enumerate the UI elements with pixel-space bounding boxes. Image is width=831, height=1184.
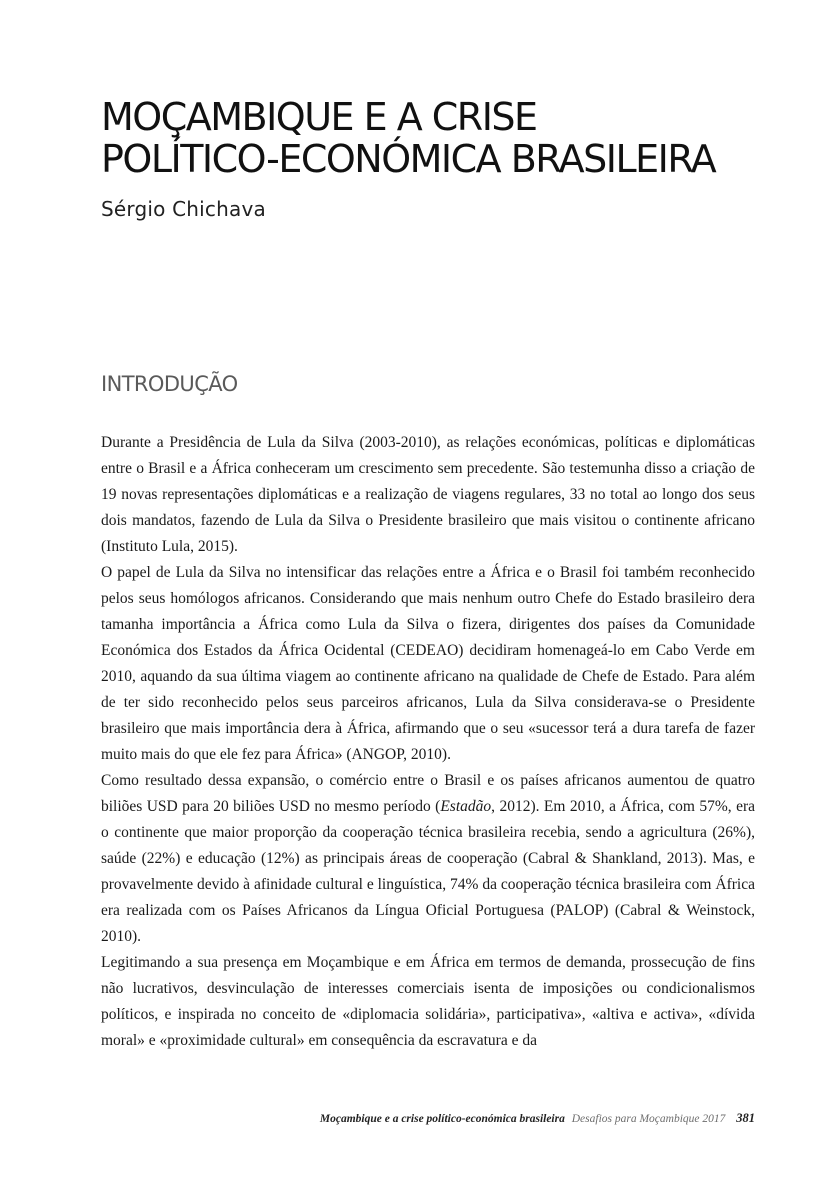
footer-running-title: Moçambique e a crise político-económica brasileira bbox=[319, 1113, 565, 1125]
source-emphasis: Estadão bbox=[440, 798, 492, 815]
paragraph-3 bbox=[101, 768, 755, 950]
paragraph-3-text-after: , 2012). Em 2010, a África, com 57%, era o continente que maior proporção da cooperação técnica brasileira recebia, sendo a agricultura (26%), saúde (22%) e educação (12%) as principais áreas de cooperação (Cabral & Shankland, 2013). Mas, e provavelmente devido à afinidade cultural e linguística, 74% da cooperação técnica brasileira com África era realizada com os Países Africanos da Língua Oficial Portuguesa (PALOP) (Cabral & Weinstock, 2010). bbox=[101, 798, 755, 945]
article-title bbox=[101, 96, 761, 180]
paragraph-4: Legitimando a sua presença em Moçambique e em África em termos de demanda, prossecução de fins não lucrativos, desvinculação de interesses comerciais isenta de imposições ou condicionalismos políticos, e inspirada no conceito de «diplomacia solidária», participativa», «altiva e activa», «dívida moral» e «proximidade cultural» em consequência da escravatura e da bbox=[101, 954, 755, 1049]
paragraph-3-text-before: Como resultado dessa expansão, o comércio entre o Brasil e os países africanos aumentou de quatro biliões USD para 20 biliões USD no mesmo período ( bbox=[101, 772, 755, 815]
title-line-1: MOÇAMBIQUE E A CRISE bbox=[101, 95, 537, 139]
paragraph-1: Durante a Presidência de Lula da Silva (2003-2010), as relações económicas, políticas e diplomáticas entre o Brasil e a África conheceram um crescimento sem precedente. São testemunha disso a criação de 19 novas representações diplomáticas e a realização de viagens regulares, 33 no total ao longo dos seus dois mandatos, fazendo de Lula da Silva o Presidente brasileiro que mais visitou o continente africano (Instituto Lula, 2015). bbox=[101, 434, 755, 555]
body-text bbox=[101, 430, 755, 1054]
page-number: 381 bbox=[736, 1111, 755, 1125]
author-name: Sérgio Chichava bbox=[101, 197, 266, 221]
title-line-2: POLÍTICO-ECONÓMICA BRASILEIRA bbox=[101, 137, 716, 181]
paragraph-2: O papel de Lula da Silva no intensificar das relações entre a África e o Brasil foi também reconhecido pelos seus homólogos africanos. Considerando que mais nenhum outro Chefe do Estado brasileiro dera tamanha importância a África como Lula da Silva o fizera, dirigentes dos países da Comunidade Económica dos Estados da África Ocidental (CEDEAO) decidiram homenageá-lo em Cabo Verde em 2010, aquando da sua última viagem ao continente africano na qualidade de Chefe de Estado. Para além de ter sido reconhecido pelos seus parceiros africanos, Lula da Silva considerava-se o Presidente brasileiro que mais importância dera à África, afirmando que o seu «sucessor terá a dura tarefa de fazer muito mais do que ele fez para África» (ANGOP, 2010). bbox=[101, 564, 755, 763]
footer-series: Desafios para Moçambique 2017 bbox=[571, 1113, 726, 1125]
section-heading: INTRODUÇÃO bbox=[101, 372, 238, 396]
page-footer bbox=[300, 1110, 755, 1127]
